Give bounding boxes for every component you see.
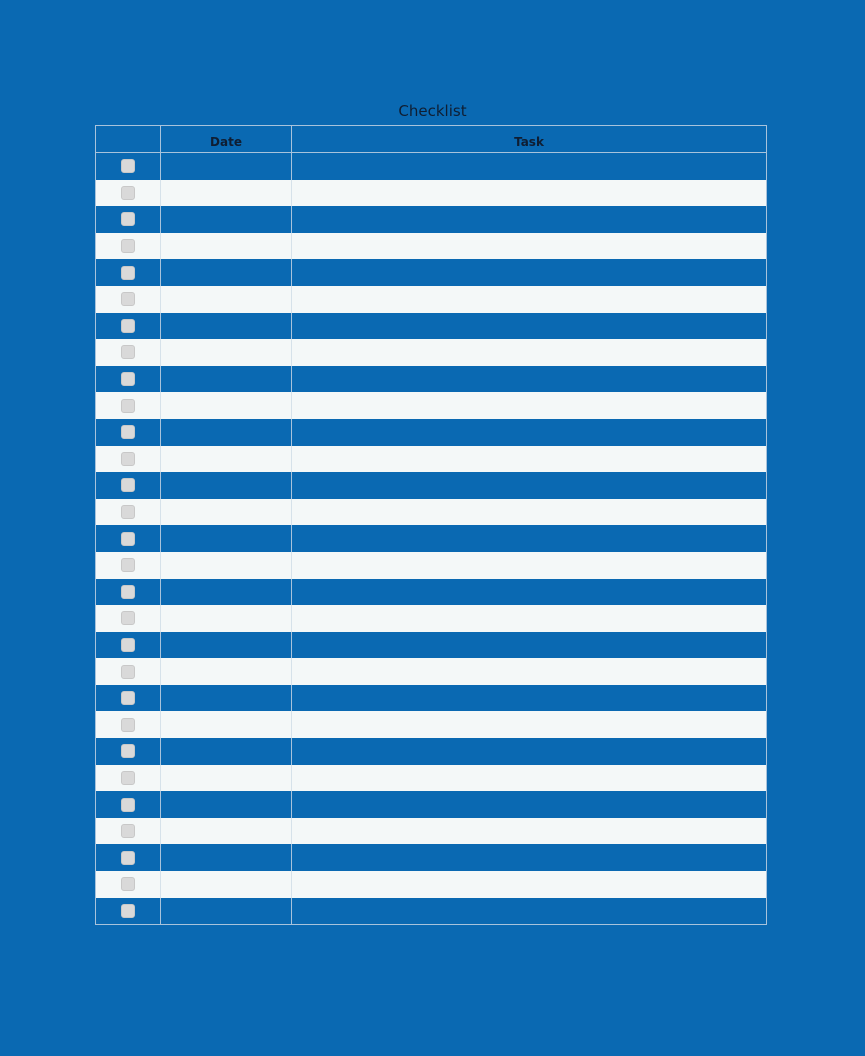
row-checkbox[interactable] — [121, 239, 135, 253]
task-cell[interactable] — [292, 153, 766, 180]
checkbox-cell — [96, 392, 161, 419]
table-row — [96, 366, 766, 393]
task-cell[interactable] — [292, 499, 766, 526]
date-cell[interactable] — [161, 313, 292, 340]
table-row — [96, 525, 766, 552]
task-cell[interactable] — [292, 366, 766, 393]
table-row — [96, 871, 766, 898]
checkbox-cell — [96, 605, 161, 632]
row-checkbox[interactable] — [121, 159, 135, 173]
date-cell[interactable] — [161, 446, 292, 473]
checkbox-cell — [96, 313, 161, 340]
task-cell[interactable] — [292, 605, 766, 632]
date-cell[interactable] — [161, 472, 292, 499]
row-checkbox[interactable] — [121, 824, 135, 838]
table-header — [96, 126, 766, 153]
table-row — [96, 259, 766, 286]
row-checkbox[interactable] — [121, 851, 135, 865]
task-cell[interactable] — [292, 632, 766, 659]
checkbox-cell — [96, 499, 161, 526]
date-cell[interactable] — [161, 233, 292, 260]
task-cell[interactable] — [292, 446, 766, 473]
task-cell[interactable] — [292, 392, 766, 419]
row-checkbox[interactable] — [121, 266, 135, 280]
row-checkbox[interactable] — [121, 558, 135, 572]
date-cell[interactable] — [161, 791, 292, 818]
table-row — [96, 499, 766, 526]
row-checkbox[interactable] — [121, 532, 135, 546]
table-row — [96, 286, 766, 313]
row-checkbox[interactable] — [121, 798, 135, 812]
task-cell[interactable] — [292, 791, 766, 818]
checkbox-cell — [96, 871, 161, 898]
task-cell[interactable] — [292, 685, 766, 712]
task-cell[interactable] — [292, 711, 766, 738]
checkbox-cell — [96, 711, 161, 738]
row-checkbox[interactable] — [121, 399, 135, 413]
table-row — [96, 632, 766, 659]
checkbox-cell — [96, 259, 161, 286]
table-row — [96, 339, 766, 366]
table-row — [96, 791, 766, 818]
header-date: Date — [161, 126, 292, 152]
date-cell[interactable] — [161, 499, 292, 526]
checkbox-cell — [96, 206, 161, 233]
row-checkbox[interactable] — [121, 638, 135, 652]
task-cell[interactable] — [292, 738, 766, 765]
date-cell[interactable] — [161, 871, 292, 898]
table-row — [96, 658, 766, 685]
row-checkbox[interactable] — [121, 691, 135, 705]
task-cell[interactable] — [292, 552, 766, 579]
date-cell[interactable] — [161, 366, 292, 393]
table-row — [96, 392, 766, 419]
row-checkbox[interactable] — [121, 665, 135, 679]
task-cell[interactable] — [292, 419, 766, 446]
task-cell[interactable] — [292, 658, 766, 685]
date-cell[interactable] — [161, 685, 292, 712]
table-row — [96, 605, 766, 632]
checkbox-cell — [96, 818, 161, 845]
date-cell[interactable] — [161, 180, 292, 207]
date-cell[interactable] — [161, 579, 292, 606]
date-cell[interactable] — [161, 844, 292, 871]
checkbox-cell — [96, 525, 161, 552]
row-checkbox[interactable] — [121, 452, 135, 466]
table-row — [96, 552, 766, 579]
task-cell[interactable] — [292, 844, 766, 871]
table-row — [96, 711, 766, 738]
checkbox-cell — [96, 738, 161, 765]
task-cell[interactable] — [292, 472, 766, 499]
checkbox-cell — [96, 632, 161, 659]
task-cell[interactable] — [292, 871, 766, 898]
table-row — [96, 818, 766, 845]
checkbox-cell — [96, 658, 161, 685]
task-cell[interactable] — [292, 339, 766, 366]
row-checkbox[interactable] — [121, 771, 135, 785]
task-cell[interactable] — [292, 206, 766, 233]
table-row — [96, 685, 766, 712]
table-row — [96, 180, 766, 207]
date-cell[interactable] — [161, 658, 292, 685]
row-checkbox[interactable] — [121, 212, 135, 226]
checkbox-cell — [96, 844, 161, 871]
checkbox-cell — [96, 765, 161, 792]
table-body — [96, 153, 766, 924]
row-checkbox[interactable] — [121, 904, 135, 918]
row-checkbox[interactable] — [121, 585, 135, 599]
date-cell[interactable] — [161, 605, 292, 632]
date-cell[interactable] — [161, 765, 292, 792]
row-checkbox[interactable] — [121, 186, 135, 200]
checkbox-cell — [96, 898, 161, 925]
table-row — [96, 206, 766, 233]
table-row — [96, 153, 766, 180]
date-cell[interactable] — [161, 286, 292, 313]
table-row — [96, 579, 766, 606]
row-checkbox[interactable] — [121, 478, 135, 492]
date-cell[interactable] — [161, 711, 292, 738]
date-cell[interactable] — [161, 818, 292, 845]
table-row — [96, 844, 766, 871]
checkbox-cell — [96, 233, 161, 260]
task-cell[interactable] — [292, 525, 766, 552]
task-cell[interactable] — [292, 765, 766, 792]
row-checkbox[interactable] — [121, 319, 135, 333]
table-row — [96, 313, 766, 340]
page-title: Checklist — [398, 102, 467, 120]
checkbox-cell — [96, 579, 161, 606]
row-checkbox[interactable] — [121, 718, 135, 732]
date-cell[interactable] — [161, 206, 292, 233]
date-cell[interactable] — [161, 392, 292, 419]
header-checkbox-column — [96, 126, 161, 152]
checkbox-cell — [96, 286, 161, 313]
table-row — [96, 738, 766, 765]
row-checkbox[interactable] — [121, 744, 135, 758]
task-cell[interactable] — [292, 579, 766, 606]
checkbox-cell — [96, 366, 161, 393]
task-cell[interactable] — [292, 898, 766, 925]
row-checkbox[interactable] — [121, 505, 135, 519]
checkbox-cell — [96, 339, 161, 366]
task-cell[interactable] — [292, 180, 766, 207]
checkbox-cell — [96, 685, 161, 712]
task-cell[interactable] — [292, 286, 766, 313]
date-cell[interactable] — [161, 738, 292, 765]
date-cell[interactable] — [161, 419, 292, 446]
task-cell[interactable] — [292, 259, 766, 286]
checkbox-cell — [96, 446, 161, 473]
checkbox-cell — [96, 791, 161, 818]
date-cell[interactable] — [161, 632, 292, 659]
date-cell[interactable] — [161, 259, 292, 286]
checklist-table — [95, 125, 767, 925]
table-row — [96, 898, 766, 925]
checkbox-cell — [96, 180, 161, 207]
checkbox-cell — [96, 153, 161, 180]
task-cell[interactable] — [292, 313, 766, 340]
task-cell[interactable] — [292, 818, 766, 845]
date-cell[interactable] — [161, 898, 292, 925]
checkbox-cell — [96, 552, 161, 579]
date-cell[interactable] — [161, 153, 292, 180]
table-row — [96, 472, 766, 499]
date-cell[interactable] — [161, 552, 292, 579]
header-task: Task — [514, 134, 544, 149]
row-checkbox[interactable] — [121, 345, 135, 359]
table-row — [96, 419, 766, 446]
row-checkbox[interactable] — [121, 372, 135, 386]
date-cell[interactable] — [161, 525, 292, 552]
row-checkbox[interactable] — [121, 611, 135, 625]
table-row — [96, 765, 766, 792]
checkbox-cell — [96, 472, 161, 499]
table-row — [96, 233, 766, 260]
row-checkbox[interactable] — [121, 877, 135, 891]
row-checkbox[interactable] — [121, 425, 135, 439]
checkbox-cell — [96, 419, 161, 446]
task-cell[interactable] — [292, 233, 766, 260]
date-cell[interactable] — [161, 339, 292, 366]
table-row — [96, 446, 766, 473]
row-checkbox[interactable] — [121, 292, 135, 306]
